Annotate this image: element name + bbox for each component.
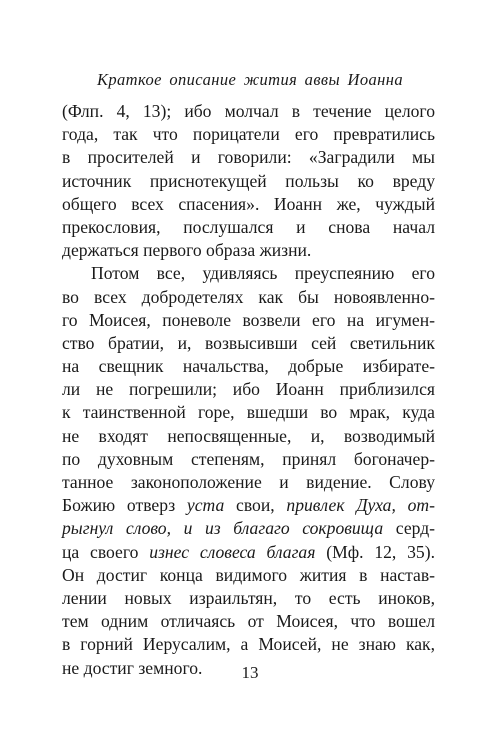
text-line [62, 448, 435, 471]
italic-quote-segment: уста [186, 495, 225, 516]
text-line [62, 100, 435, 123]
text-line [62, 564, 435, 587]
text-line [62, 123, 435, 146]
text-segment: по духовным степеням, принял богоначер- [62, 448, 435, 469]
text-line [62, 517, 435, 540]
text-segment: го Моисея, поневоле возвели его на игумен- [62, 309, 435, 330]
text-segment: ли не погрешили; ибо Иоанн приблизился [62, 379, 435, 400]
text-segment: ство братии, и, возвысивши сей светильник [62, 332, 435, 353]
text-segment: в горний Иерусалим, а Моисей, не знаю как, [62, 634, 435, 655]
italic-quote-segment: изнес словеса благая [149, 541, 316, 562]
text-line [62, 587, 435, 610]
text-segment: (Мф. 12, 35). [315, 541, 435, 562]
text-line [62, 494, 435, 517]
body-text [62, 100, 435, 680]
text-segment: не входят непосвященные, и, возводимый [62, 425, 435, 446]
text-segment: не достиг земного. [62, 657, 203, 678]
text-segment: года, так что порицатели его превратились [62, 124, 435, 145]
text-segment: прекословия, послушался и снова начал [62, 216, 435, 237]
text-line [62, 633, 435, 656]
text-segment: Потом все, удивляясь преуспеянию его [91, 263, 435, 284]
text-segment: свои, [224, 495, 287, 516]
text-segment: Он достиг конца видимого жития в настав- [62, 564, 435, 585]
text-segment: к таинственной горе, вшедши во мрак, куда [62, 402, 435, 423]
text-segment: на свещник начальства, добрые избирате- [62, 356, 435, 377]
text-line [62, 216, 435, 239]
text-segment: лении новых израильтян, то есть иноков, [62, 587, 435, 608]
text-segment: тем одним отличаясь от Моисея, что вошел [62, 611, 435, 632]
text-segment: серд- [383, 518, 436, 539]
text-segment: держаться первого образа жизни. [62, 240, 312, 261]
text-line [62, 193, 435, 216]
text-segment: в просителей и говорили: «Заградили мы [62, 147, 435, 168]
text-segment: Божию отверз [62, 495, 187, 516]
text-line [62, 378, 435, 401]
italic-quote-segment: рыгнул слово, и из благаго сокровища [62, 518, 384, 539]
italic-quote-segment: привлек Духа, от- [286, 495, 435, 516]
text-line [62, 286, 435, 309]
page-number: 13 [241, 663, 259, 682]
text-line [62, 239, 435, 262]
text-line [62, 170, 435, 193]
text-segment: во всех добродетелях как бы новоявленно- [62, 286, 435, 307]
text-line [62, 309, 435, 332]
text-line [62, 401, 435, 424]
text-line [62, 425, 435, 448]
text-segment: (Флп. 4, 13); ибо молчал в течение целого [62, 101, 435, 121]
text-line [62, 355, 435, 378]
text-line [62, 146, 435, 169]
text-segment: ца своего [62, 541, 150, 562]
text-segment: источник приснотекущей пользы ко вреду [62, 170, 435, 191]
running-header: Краткое описание жития аввы Иоанна [96, 70, 403, 89]
text-segment: танное законоположение и видение. Слову [62, 472, 435, 492]
text-line [62, 471, 435, 494]
text-line [62, 541, 435, 564]
text-line [62, 332, 435, 355]
text-segment: общего всех спасения». Иоанн же, чуждый [62, 193, 435, 214]
text-line [62, 610, 435, 633]
text-line [62, 262, 435, 285]
